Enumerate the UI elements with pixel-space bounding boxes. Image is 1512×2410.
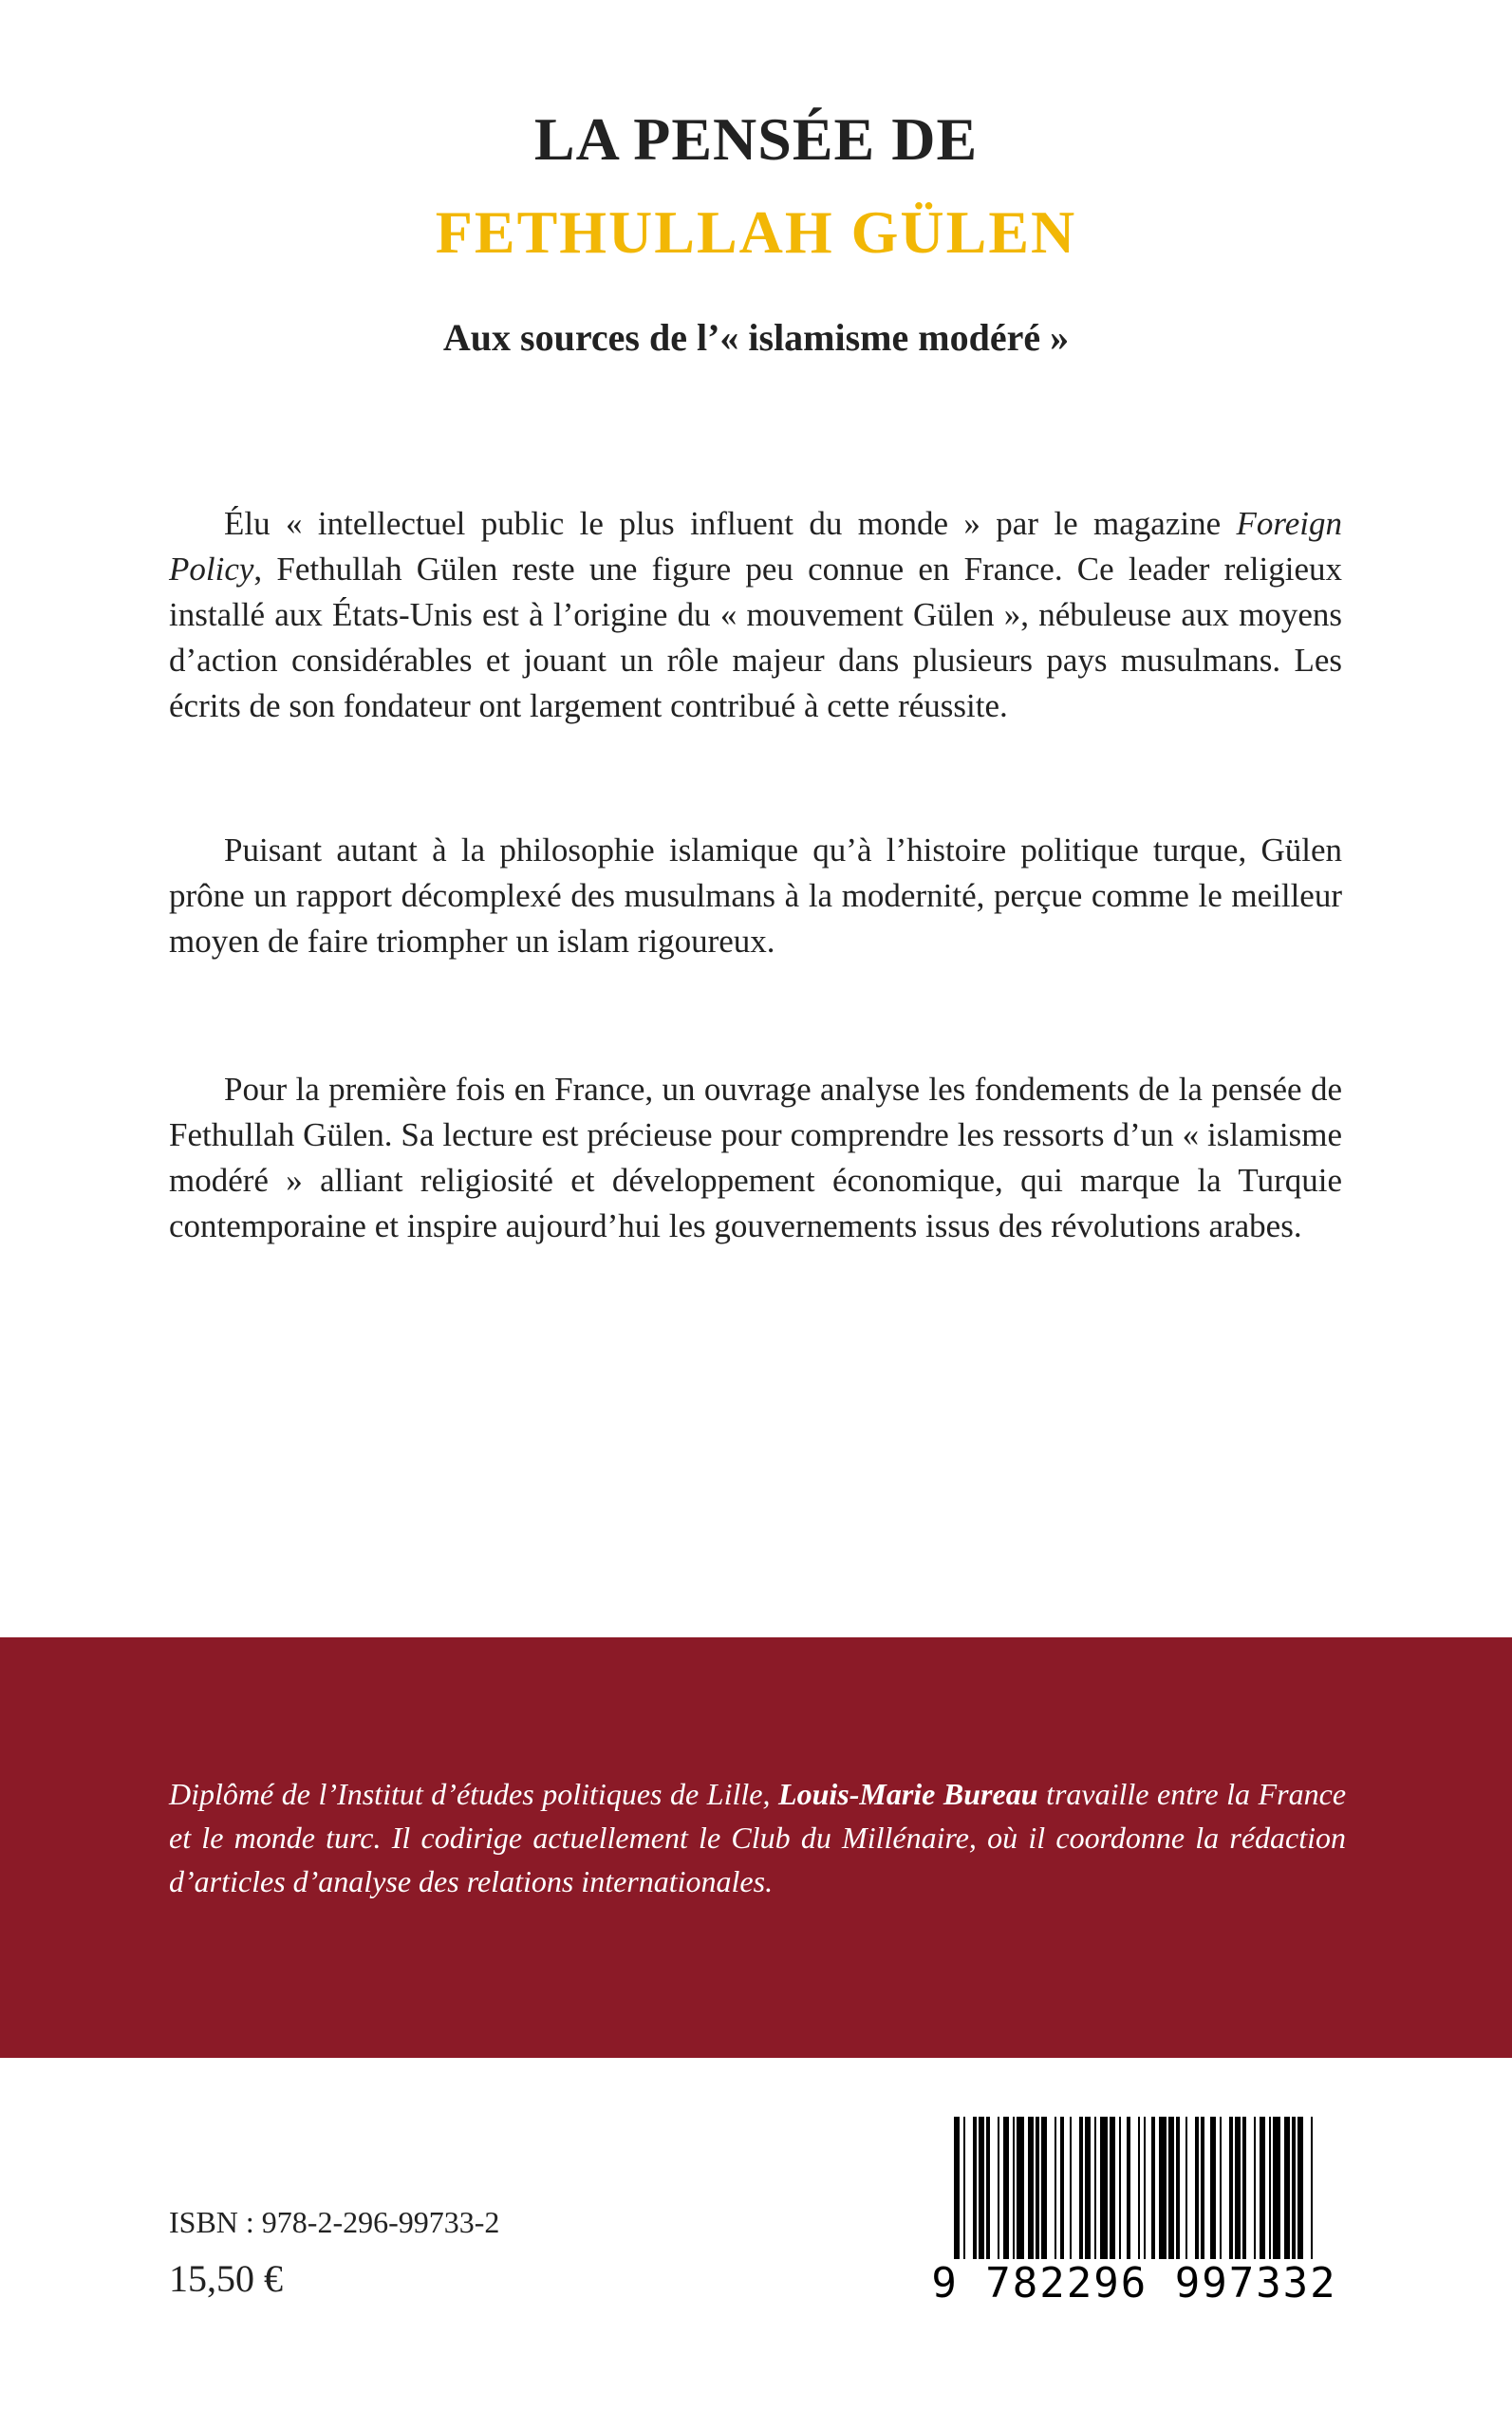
author-bio-end: travaille entre la France et le monde turc. Il codirige actuellement le Club du Millénaire, où il coordonne la rédaction d’articles d’analyse des relations internationales. bbox=[169, 1777, 1347, 1898]
book-title-author-name: FETHULLAH GÜLEN bbox=[435, 198, 1077, 266]
barcode-bar bbox=[1195, 2117, 1199, 2273]
barcode-bar bbox=[1013, 2117, 1015, 2273]
author-bio-start: Diplômé de l’Institut d’études politiques de Lille, bbox=[169, 1777, 779, 1811]
author-bio bbox=[169, 1772, 1346, 1903]
barcode-bar bbox=[1176, 2117, 1180, 2273]
barcode-bar bbox=[1220, 2117, 1222, 2273]
book-subtitle: Aux sources de l’« islamisme modéré » bbox=[442, 316, 1070, 359]
blurb-p1-end: , Fethullah Gülen reste une figure peu connue en France. Ce leader religieux installé aux États-Unis est à l’origine du « mouvement Gülen », nébuleuse aux moyens d’action considérables et jouant un rôle majeur dans plusieurs pays musulmans. Les écrits de son fondateur ont largement contribué à cette réussite. bbox=[169, 551, 1342, 724]
barcode-bar bbox=[1100, 2117, 1108, 2273]
barcode-bar bbox=[979, 2117, 984, 2273]
barcode-bar bbox=[1201, 2117, 1204, 2273]
price-label: 15,50 € bbox=[169, 2257, 283, 2300]
barcode-bar bbox=[973, 2117, 977, 2273]
barcode-bar bbox=[1229, 2117, 1233, 2273]
barcode-bar bbox=[1070, 2117, 1072, 2273]
barcode-bar bbox=[998, 2117, 999, 2273]
barcode-bar bbox=[1028, 2117, 1034, 2273]
barcode-bar bbox=[1127, 2117, 1130, 2273]
barcode-bar bbox=[986, 2117, 990, 2273]
barcode-bar bbox=[1138, 2117, 1140, 2273]
barcode-bar bbox=[1269, 2117, 1271, 2273]
blurb-p1-magazine: Foreign Policy bbox=[169, 505, 1342, 588]
barcode-bar bbox=[1297, 2117, 1303, 2273]
barcode-bar bbox=[1041, 2117, 1047, 2273]
barcode-bar bbox=[1110, 2117, 1115, 2273]
blurb-paragraph-3 bbox=[169, 1067, 1342, 1249]
barcode-bar bbox=[963, 2117, 965, 2273]
barcode-bar bbox=[1094, 2117, 1096, 2273]
barcode-bar bbox=[1144, 2117, 1146, 2273]
blurb-p3-text: Pour la première fois en France, un ouvrage analyse les fondements de la pensée de Fethullah Gülen. Sa lecture est précieuse pour comprendre les ressorts d’un « islamisme modéré » alliant religiosité et développement économique, qui marque la Turquie contemporaine et inspire aujourd’hui les gouvernements issus des révolutions arabes. bbox=[169, 1071, 1342, 1244]
blurb-p1-start: Élu « intellectuel public le plus influent du monde » par le magazine bbox=[224, 505, 1237, 542]
barcode-bar bbox=[1273, 2117, 1280, 2273]
barcode-bar bbox=[1151, 2117, 1155, 2273]
barcode-bar bbox=[1254, 2117, 1256, 2273]
barcode-bar bbox=[1036, 2117, 1039, 2273]
isbn-label: ISBN : 978-2-296-99733-2 bbox=[169, 2205, 500, 2239]
blurb-p2-text: Puisant autant à la philosophie islamique qu’à l’histoire politique turque, Gülen prône un rapport décomplexé des musulmans à la modernité, perçue comme le meilleur moyen de faire triompher un islam rigoureux. bbox=[169, 831, 1342, 960]
barcode-bar bbox=[1242, 2117, 1246, 2273]
barcode-bar bbox=[1055, 2117, 1056, 2273]
barcode-bar bbox=[1210, 2117, 1216, 2273]
barcode-bar bbox=[1292, 2117, 1296, 2273]
barcode-bar bbox=[1119, 2117, 1121, 2273]
author-name: Louis-Marie Bureau bbox=[778, 1777, 1038, 1811]
blurb-paragraph-1 bbox=[169, 501, 1342, 729]
barcode-bar bbox=[1003, 2117, 1009, 2273]
blurb-paragraph-2 bbox=[169, 828, 1342, 964]
barcode-bar bbox=[1185, 2117, 1187, 2273]
barcode-bar bbox=[1260, 2117, 1265, 2273]
book-title-line1: LA PENSÉE DE bbox=[533, 105, 979, 173]
barcode-bar bbox=[954, 2117, 960, 2273]
barcode-bar bbox=[1235, 2117, 1241, 2273]
barcode bbox=[925, 2117, 1343, 2316]
barcode-bar bbox=[1060, 2117, 1064, 2273]
barcode-bar bbox=[1079, 2117, 1083, 2273]
barcode-bar bbox=[1017, 2117, 1024, 2273]
barcode-bar bbox=[1168, 2117, 1174, 2273]
barcode-bar bbox=[1085, 2117, 1091, 2273]
barcode-bar bbox=[1311, 2117, 1313, 2273]
barcode-bar bbox=[1159, 2117, 1167, 2273]
barcode-digits: 9 782296 997332 bbox=[925, 2259, 1343, 2308]
barcode-bar bbox=[1284, 2117, 1290, 2273]
